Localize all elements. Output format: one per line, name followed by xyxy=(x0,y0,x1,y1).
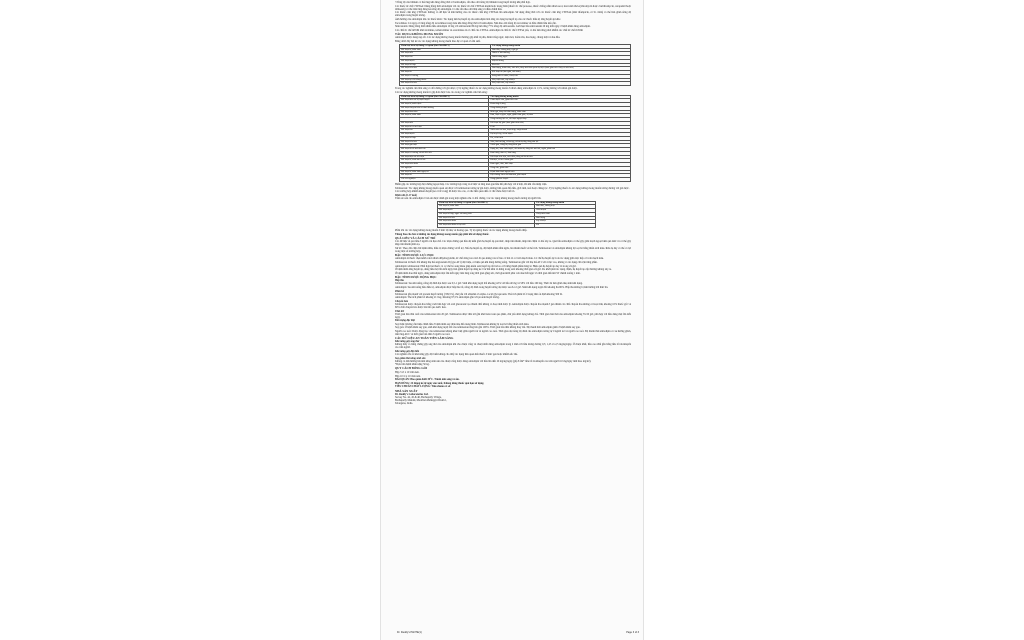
column-header: Phân loại theo hệ thống/ cơ quan (theo MedDRA) xyxy=(438,201,535,205)
table-cell: Rối loạn hệ thần kinh xyxy=(400,48,491,52)
table-cell: Rối loạn tiêu hóa xyxy=(438,216,535,220)
column-header: Tác dụng không mong muốn xyxy=(535,201,596,205)
table-cell: Đánh trống ngực xyxy=(490,56,630,60)
table-cell: Rối loạn thị giác (bao gồm nhìn đôi) xyxy=(489,121,631,125)
table-cell: Rối loạn chuyển hóa và dinh dưỡng xyxy=(400,106,489,110)
footer-left: Dr. Reddy's PANTE(1) xyxy=(397,630,422,634)
paragraph: Người cao tuổi: Dược động học của telmisartan không khác biệt giữa người trẻ và người cao tuổi. Thời gian đạt nồng độ đỉnh của amlodipin tương tự ở người trẻ và người cao tuổi. Độ thanh thải amlodipin có xu hướng giảm, làm tăng AUC và thời gian bán thải ở người cao tuổi. xyxy=(395,329,631,336)
table-cell: Rối loạn tại chỗ dùng thuốc xyxy=(400,78,491,82)
section-heading-overdose: QUÁ LIỀU VÀ CÁCH XỬ TRÍ xyxy=(395,235,436,240)
paragraph: Telmisartan: Sau khi uống, nồng độ đỉnh đạt được sau 0,5-1 giờ. Sinh khả dụng tuyệt đối khoảng 42% với liều 40 mg và 58% với liều 160 mg. Thức ăn làm giảm nhẹ sinh khả dụng. xyxy=(395,282,583,286)
table-cell: Tăng glucose huyết xyxy=(489,178,631,182)
section-heading-preclinical: CÁC DỮ LIỆU AN TOÀN TIỀN LÂM SÀNG xyxy=(395,335,454,340)
table-cell: Rối loạn da xyxy=(400,71,491,75)
paragraph: Telmisartan là thuốc đối kháng thụ thể angiotensin II (type AT1) đặc hiệu, có hiệu quả khi dùng đường uống. Telmisartan gắn với thụ thể AT1 với ái lực cao, không có tác dụng chủ vận từng phần. xyxy=(395,260,598,264)
table-cell: Đau bụng xyxy=(535,216,596,220)
table-cell: Giãn mạch xyxy=(535,209,596,213)
paragraph: *Dựa trên bệnh nhân nặng 50 kg. xyxy=(395,363,430,367)
table-cell: Phù, mệt mỏi, suy nhược xyxy=(490,78,630,82)
table-cell: Ù tai xyxy=(489,125,631,129)
adverse-effects-table-2 xyxy=(399,95,631,182)
manufacturer-name: Dr. Reddy's Laboratories Ltd. xyxy=(395,392,429,396)
table-cell: Rối loạn tiêu hóa xyxy=(400,82,491,86)
table-cell: Mặt đỏ bừng xyxy=(490,59,630,63)
document-body xyxy=(395,1,631,405)
paragraph: Tacrolimus: Có nguy cơ tăng nồng độ tacrolimus trong máu khi dùng đồng thời với amlodipin. Nên theo dõi nồng độ tacrolimus và điều chỉnh liều nếu cần. xyxy=(395,21,557,25)
table-cell: Rối loạn hệ sinh sản và vú xyxy=(400,159,489,163)
table-cell: Phản ứng dị ứng xyxy=(489,103,631,107)
table-cell: Nôn, khô miệng, viêm tụy, viêm dạ dày, tăng sản lợi xyxy=(489,140,631,144)
table-cell: Nhồi máu cơ tim, loạn nhịp, nhịp nhanh xyxy=(489,129,631,133)
subheading-pediatric: Bệnh nhi (6-17 tuổi) xyxy=(395,193,417,197)
subheading: Khả năng gây đột biến xyxy=(395,350,420,354)
paragraph: Hiếm gặp các trường hợp hội chứng ngoại tháp. Các trường hợp vàng da ứ mật và tăng men gan hầu hết phù hợp với ứ mật, đôi khi cần nhập viện. xyxy=(395,182,547,186)
table-cell: Tăng cân, giảm cân xyxy=(489,166,631,170)
table-cell: Đau đầu, chóng mặt, ngủ gà xyxy=(490,48,630,52)
document-sheet xyxy=(380,0,644,640)
table-cell: Tăng trương lực cơ, rối loạn ngoại tháp xyxy=(489,118,631,122)
paragraph: Các tác dụng không mong muốn ít gặp hơn được báo cáo trong các nghiên cứu lâm sàng: xyxy=(395,90,488,94)
table-cell: Ho, viêm mũi xyxy=(489,136,631,140)
table-cell: Hội chứng Stevens-Johnson, phù mạch xyxy=(489,174,631,178)
paragraph: Xử trí: Theo dõi chặt chẽ bệnh nhân, điều trị triệu chứng và hỗ trợ. Nếu hạ huyết áp, đặt bệnh nhân nằm ngửa, bù nhanh muối và thể tích. Telmisartan và amlodipin không bị loại bỏ bằng thẩm tách máu. Rửa dạ dày có thể có lợi trong một số trường hợp. xyxy=(395,246,631,253)
table-cell: Rối loạn da và mô dưới da xyxy=(400,148,489,152)
table-cell: Rối loạn máu và hệ bạch huyết xyxy=(400,99,489,103)
table-cell: Rối loạn hô hấp xyxy=(400,136,489,140)
table-cell: Rụng tóc, ban xuất huyết, đổi màu da, tăng tiết mồ hôi, ngứa, phát ban xyxy=(489,148,631,152)
paragraph: Telmisartan được chuyển hóa bằng cách liên hợp với acid glucuronic tạo thành chất không có hoạt tính dược lý. Amlodipin được chuyển hóa mạnh ở gan thành các chất chuyển hóa không có hoạt tính, khoảng 10% thuốc gốc và 60% chất chuyển hóa được bài tiết qua nước tiểu. xyxy=(395,303,631,310)
section-heading-adverse: TÁC DỤNG KHÔNG MONG MUỐN xyxy=(395,31,444,36)
column-header: Phân loại theo hệ thống/ cơ quan (theo MedDRA) xyxy=(400,44,491,48)
adverse-effects-table-pediatric xyxy=(437,201,596,228)
table-cell: Rối loạn tim xyxy=(400,129,489,133)
intro-section xyxy=(395,1,631,32)
table-cell: Rối loạn cơ xương và mô liên kết xyxy=(400,151,489,155)
subheading: Đối tượng đặc biệt xyxy=(395,319,415,323)
table-cell: Rối loạn mắt xyxy=(400,52,491,56)
paragraph: Phần lớn các tác dụng không mong muốn ở mức độ nhẹ và thoáng qua. Tỷ lệ ngừng thuốc do tác dụng không mong muốn thấp. xyxy=(395,228,528,232)
table-cell: Rối loạn toàn thân xyxy=(400,163,489,167)
paragraph: Các dữ liệu về quá liều ở người còn hạn chế. Các triệu chứng quá liều dự kiến gồm hạ huyết áp quá mức, nhịp tim nhanh, nhịp tim chậm có thể xảy ra. Quá liều amlodipin có thể gây giãn mạch ngoại biên quá mức và có thể gây nhịp tim nhanh phản xạ. xyxy=(395,240,631,247)
paragraph: Không có ảnh hưởng lên khả năng sinh sản của chuột cống được dùng amlodipin với liều lên đến 10 mg/kg/ngày (gấp 8 lần* liều tối đa khuyến cáo trên người 10 mg/ngày tính theo mg/m²). xyxy=(395,359,592,363)
table-cell: Chảy máu cam xyxy=(535,212,596,216)
table-cell: Hành vi bất thường xyxy=(490,52,630,56)
table-cell: Rối loạn cơ xương xyxy=(400,74,491,78)
table-cell: Rối loạn toàn thân xyxy=(438,220,535,224)
column-header: Tác dụng không mong muốn xyxy=(489,95,631,99)
section-heading-packaging: QUY CÁCH ĐÓNG GÓI xyxy=(395,366,428,371)
subheading: Thải trừ xyxy=(395,309,404,313)
paragraph: Thời gian bán thải cuối của telmisartan trên 20 giờ. Telmisartan được thải trừ gần như hoàn toàn qua phân, chủ yếu dưới dạng không đổi. Thời gian bán thải của amlodipin khoảng 35-50 giờ, phù hợp với liều dùng một lần mỗi ngày. xyxy=(395,312,631,319)
paragraph: Amlodipin là thuốc chẹn kênh calci nhóm dihydropyridin, ức chế dòng ion calci đi qua màng vào tế bào cơ tim và cơ trơn mạch máu. Cơ chế hạ huyết áp là do tác dụng giãn trực tiếp cơ trơn mạch máu. xyxy=(395,257,604,261)
table-cell: Suy nhược xyxy=(535,220,596,224)
adverse-effects-table-1 xyxy=(399,44,631,86)
table-cell: Khó thở xyxy=(490,63,630,67)
table-cell: Rối loạn mạch xyxy=(438,209,535,213)
paragraph: Bảng dưới đây liệt kê các tác dụng không mong muốn theo hệ cơ quan và tần suất. xyxy=(395,40,481,44)
table-cell: Rối loạn hô hấp, ngực và trung thất xyxy=(438,212,535,216)
table-cell: Rối loạn hệ thần kinh xyxy=(400,114,489,118)
paragraph: Amlodipin được dung nạp tốt. Các tác dụng không mong muốn thường gặp nhất là phù, đánh trống ngực, mệt mỏi, buồn nôn, đau bụng, chóng mặt và đau đầu. xyxy=(395,36,561,40)
paragraph: Telmisartan: Tác dụng không mong muốn quan sát được với telmisartan tương tự giả dược, không liên quan đến liều, giới tính, tuổi hoặc chủng tộc. Tỷ lệ ngừng thuốc do tác dụng không mong muốn tương đương với giả dược. xyxy=(395,186,630,190)
table-cell: Rối loạn tiêu hóa xyxy=(400,140,489,144)
table-cell: Xét nghiệm xyxy=(400,166,489,170)
table-cell: Rối loạn hô hấp xyxy=(400,63,491,67)
paragraph: Simvastatin: Dùng đồng thời nhiều liều amlodipin 10 mg với simvastatin 80 mg làm tăng 77% nồng độ simvastatin. Giới hạn liều simvastatin 20 mg mỗi ngày ở bệnh nhân dùng amlodipin. xyxy=(395,25,591,29)
table-cell: Rối loạn mạch xyxy=(400,59,491,63)
paragraph: Trong các nghiên cứu lâm sàng có đối chứng với giả dược, tỷ lệ ngừng thuốc do tác dụng không mong muốn ở nhóm dùng amlodipin là 1,5%, tương đương với nhóm giả dược. xyxy=(395,87,578,91)
paragraph: Hộp 3 vỉ x 10 viên nén. xyxy=(395,370,420,374)
section-heading-pharmacokinetics: ĐẶC TÍNH DƯỢC ĐỘNG HỌC xyxy=(395,274,437,279)
table-cell: Bệnh thần kinh ngoại biên xyxy=(489,170,631,174)
subheading: Khả năng gây ung thư xyxy=(395,340,420,344)
table-cell: Viêm gan, vàng da, tăng men gan xyxy=(489,144,631,148)
column-header: Phân loại theo hệ thống/ cơ quan (theo MedDRA) xyxy=(400,95,489,99)
table-cell: Rối loạn tai và mê đạo xyxy=(400,125,489,129)
paragraph: Các nghiên cứu về khả năng gây đột biến không cho thấy tác dụng liên quan đến thuốc ở mức gen hoặc nhiễm sắc thể. xyxy=(395,353,518,357)
section-heading-pharmacodynamics: ĐẶC TÍNH DƯỢC LỰC HỌC xyxy=(395,252,435,257)
table-cell: Sưng mắt cá chân, chuột rút xyxy=(490,74,630,78)
subheading: Phân bố xyxy=(395,289,405,293)
subheading: Hấp thu xyxy=(395,279,404,283)
paragraph: Telmisartan gắn mạnh với protein huyết tương (>99,5%), chủ yếu với albumin và alpha-1 acid glycoprotein. Thể tích phân bố ở trạng thái ổn định khoảng 500 lít. xyxy=(395,292,563,296)
address-line: Survey No. 42, 45 & 46, Bachupally Village, xyxy=(395,396,442,400)
paragraph: Suy gan: Ở bệnh nhân suy gan, sinh khả dụng tuyệt đối của telmisartan tăng lên gần 100%. Thời gian bán thải không thay đổi. Độ thanh thải amlodipin giảm ở bệnh nhân suy gan. xyxy=(395,326,581,330)
paragraph: Hộp 10 vỉ x 10 viên nén. xyxy=(395,374,421,378)
paragraph: Các thuốc ức chế CYP3A4: Dùng đồng thời amlodipin với các thuốc ức chế CYP3A4 mạnh hoặc trung bình (thuốc ức chế protease, thuốc chống nấm nhóm azol, macrolid như erythromycin hoặc clarithromycin, verapamil hoặc diltiazem) có thể làm tăng đáng kể nồng độ amlodipin. Có thể cần theo dõi lâm sàng và điều chỉnh liều. xyxy=(395,4,631,11)
expiry-line: HẠN DÙNG: 24 tháng kể từ ngày sản xuất. Không dùng thuốc quá hạn sử dụng. xyxy=(395,381,485,385)
manufacturer-address xyxy=(395,396,631,405)
paragraph: Amlodipin: Thể tích phân bố khoảng 21 l/kg. Khoảng 97,5% amlodipin gắn với protein huyết tương. xyxy=(395,296,500,300)
column-header: Tác dụng không mong muốn xyxy=(490,44,630,48)
paragraph: Thông báo cho bác sĩ những tác dụng không mong muốn gặp phải khi sử dụng thuốc. xyxy=(395,232,490,236)
table-cell: Rối loạn gan mật xyxy=(400,144,489,148)
table-cell: Mất ngủ, thay đổi tâm trạng, trầm cảm xyxy=(489,110,631,114)
paragraph: Amlodipin: Sau khi uống liều điều trị, amlodipin được hấp thu tốt, nồng độ đỉnh trong huyết tương đạt được sau 6-12 giờ. Sinh khả dụng tuyệt đối khoảng 64-80%. Hấp thu không bị ảnh hưởng bởi thức ăn. xyxy=(395,286,609,290)
table-cell: Rối loạn hệ thần kinh ngoại vi xyxy=(400,170,489,174)
table-cell: Rối loạn mắt xyxy=(400,121,489,125)
table-cell: Rối loạn hệ miễn dịch xyxy=(400,103,489,107)
paragraph: Không thấy có bằng chứng gây ung thư của amlodipin khi cho chuột cống và chuột nhắt dùng amlodipin trong 2 năm với liều tương đương 0,5; 1,25 và 2,5 mg/kg/ngày. Ở chuột nhắt, liều cao nhất gần bằng liều tối đa khuyến cáo trên người. xyxy=(395,343,631,350)
table-cell: Rối loạn da (da ngứa, nổi mẩn) xyxy=(490,71,630,75)
table-cell: Rối loạn tiêu hóa xyxy=(400,67,491,71)
paragraph: • Nồng độ của lithium có thể tăng khi dùng đồng thời với amlodipin, cần theo dõi nồng độ lithium trong huyết tương khi phối hợp. xyxy=(395,1,531,4)
table-cell: Hạ huyết áp, viêm mạch xyxy=(489,133,631,137)
table-cell: Phù, mệt mỏi, suy nhược xyxy=(490,82,630,86)
table-cell: Đau ngực, đau, khó chịu xyxy=(489,163,631,167)
paragraph: Các thuốc cảm ứng CYP3A4: Không có dữ liệu về ảnh hưởng của các thuốc cảm ứng CYP3A4 lên amlodipin. Sử dụng đồng thời với các thuốc cảm ứng CYP3A4 (như rifampicin, cỏ St. John) có thể làm giảm nồng độ amlodipin trong huyết tương. xyxy=(395,11,631,18)
table-cell: Đau bụng, buồn nôn, khó tiêu, thay đổi thói quen đại tiện (bao gồm tiêu chảy và táo bón) xyxy=(490,67,630,71)
table-cell: Run, loạn vị giác, ngất, giảm cảm giác, dị cảm xyxy=(489,114,631,118)
table-cell: Tăng đường huyết xyxy=(489,106,631,110)
address-line: Telangana, India. xyxy=(395,402,413,406)
table-cell: Rối loạn hệ thần kinh xyxy=(438,205,535,209)
table-cell: Các xét nghiệm xyxy=(400,178,489,182)
table-cell: Đau đầu, chóng mặt xyxy=(535,205,596,209)
paragraph: Amlodipin/ telmisartan: Phối hợp hai thuốc có cơ chế bổ sung nhau giúp kiểm soát huyết áp tốt hơn so với từng thành phần riêng lẻ. Hiệu quả hạ huyết áp duy trì trong 24 giờ. xyxy=(395,264,577,268)
standard-line: TIÊU CHUẨN CHẤT LƯỢNG: Tiêu chuẩn cơ sở. xyxy=(395,385,451,389)
table-cell: Rối loạn thận và tiết niệu xyxy=(400,155,489,159)
table-cell: Rối loạn tâm thần xyxy=(400,110,489,114)
table-cell: Giảm bạch cầu, giảm tiểu cầu xyxy=(489,99,631,103)
table-row xyxy=(400,82,631,86)
table-cell: Rối loạn da xyxy=(400,174,489,178)
paragraph: Các trường hợp nhiễm khuẩn huyết (kể cả tử vong) đã được báo cáo, có thể liên quan đến cơ chế chưa được biết rõ. xyxy=(395,190,515,194)
table-cell: Sốt xyxy=(535,224,596,228)
paragraph: Ở bệnh nhân đau thắt ngực, dùng amlodipin một lần mỗi ngày làm tăng tổng thời gian gắng sức, thời gian khởi phát cơn đau thắt ngực và thời gian đến khi ST chênh xuống 1 mm. xyxy=(395,271,581,275)
paragraph: Tính an toàn của amlodipin ở trẻ em được đánh giá trong một nghiên cứu có đối chứng. Các tác dụng không mong muốn tương tự người lớn. xyxy=(395,196,542,200)
table-row xyxy=(438,224,596,228)
table-row xyxy=(400,178,631,182)
table-cell: Rối loạn toàn thân và tại chỗ xyxy=(438,224,535,228)
table-cell: Đau khớp, đau cơ, đau lưng xyxy=(489,151,631,155)
table-cell: Rối loạn tim xyxy=(400,56,491,60)
subheading: Chuyển hóa xyxy=(395,300,409,303)
address-line: Bachupally Mandal, Medchal-Malkajgiri District, xyxy=(395,399,447,403)
paragraph: Suy thận: Không cần hiệu chỉnh liều ở bệnh nhân suy thận nhẹ đến trung bình. Telmisartan không bị loại bỏ bằng thẩm tách máu. xyxy=(395,322,530,326)
paragraph: Ảnh hưởng của amlodipin lên các thuốc khác: Tác dụng làm hạ huyết áp của amlodipin làm tăng tác dụng hạ huyết áp của các thuốc điều trị tăng huyết áp khác. xyxy=(395,18,562,22)
table-cell: Rối loạn mạch xyxy=(400,133,489,137)
table-cell: Rối loạn tiểu tiện, tiểu đêm, tăng số lần đi tiểu xyxy=(489,155,631,159)
storage-line: BẢO QUẢN: Bảo quản dưới 30°C. Tránh ánh sáng và ẩm. xyxy=(395,378,460,382)
table-cell: Bất lực, vú to ở nam giới xyxy=(489,159,631,163)
page-number: Page 3 of 3 xyxy=(626,630,639,634)
paragraph: Ở bệnh nhân tăng huyết áp, dùng liều một lần mỗi ngày làm giảm huyết áp đáng kể ở tư thế nằm và đứng trong suốt khoảng thời gian 24 giờ. Do khởi phát tác dụng chậm, hạ huyết áp cấp thường không xảy ra. xyxy=(395,268,612,272)
subheading: Suy giảm khả năng sinh sản xyxy=(395,356,426,360)
section-heading-manufacturer: NHÀ SẢN XUẤT xyxy=(395,388,418,393)
paragraph: Các chất ức chế mTOR như sirolimus, temsirolimus và everolimus là cơ chất của CYP3A. Amlodipin là chất ức chế CYP3A yếu, có thể làm tăng phơi nhiễm các chất ức chế mTOR. xyxy=(395,28,584,32)
